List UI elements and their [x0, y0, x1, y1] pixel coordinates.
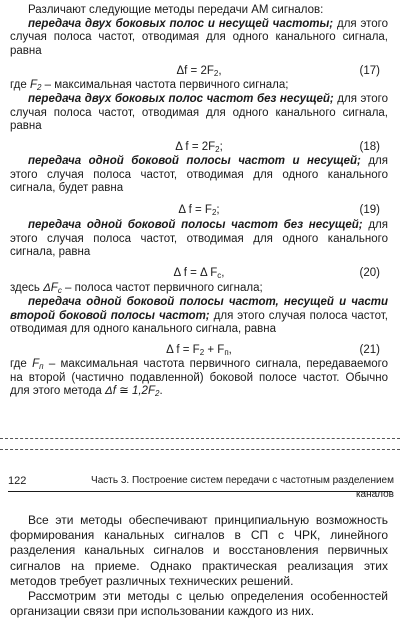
- method-1-where: [10, 79, 388, 93]
- method-2-text: для этого случая полоса частот, отводимая для одного канального сигнала, равна: [10, 93, 388, 133]
- equation-21: [10, 343, 388, 357]
- method-5-text: для этого случая полоса частот, отводимая для одного канального сигнала, равна: [10, 309, 388, 336]
- equation-17: [10, 64, 388, 78]
- where-sub: c: [57, 286, 62, 295]
- equation-20: [10, 266, 388, 280]
- method-4-paragraph: [10, 219, 388, 260]
- page-cut-line-top: [0, 438, 400, 439]
- page-number: 122: [8, 475, 27, 487]
- header-rule: [8, 491, 392, 492]
- equation-19: [10, 203, 388, 217]
- method-5-title: передача одной боковой полосы частот, несущей и части второй боковой полосы частот;: [10, 296, 388, 322]
- method-5-where: [10, 358, 388, 399]
- where-var: ΔF: [43, 282, 58, 294]
- eq18-sub: 2: [215, 145, 220, 154]
- method-1-title: передача двух боковых полос и несущей частоты;: [28, 17, 334, 30]
- body-paragraph-1: Все эти методы обеспечивают принципиальную возможность формирования канальных сигналов в СП с ЧРК, линейного разделения канальных сигналов и восстановления первичных сигналов на приеме. Однако практическая реализация этих методов требует различных технических решений.: [10, 513, 388, 588]
- eq20-lhs: Δ f = Δ F: [173, 267, 218, 279]
- where-formula: Δf ≅ 1,2F: [105, 385, 155, 398]
- where-sub: п: [39, 362, 44, 371]
- intro-text: Различают следующие методы передачи АМ сигналов:: [28, 4, 324, 16]
- where-text: – максимальная частота первичного сигнала;: [41, 79, 289, 91]
- eq17-number: (17): [359, 65, 380, 77]
- eq21-number: (21): [359, 344, 380, 356]
- page-cut-line-bottom: [0, 449, 400, 450]
- method-1-paragraph: [10, 18, 388, 59]
- method-3-paragraph: [10, 155, 388, 196]
- method-3-title: передача одной боковой полосы частот и несущей;: [28, 155, 361, 167]
- where-formula-sub: 2: [154, 389, 160, 399]
- eq19-lhs: Δ f = F: [178, 204, 212, 216]
- where-sub: 2: [37, 83, 42, 92]
- eq20-tail: ,: [221, 267, 225, 279]
- method-3-text: для этого случая полоса частот, отводимая для одного канального сигнала, будет равна: [10, 155, 388, 195]
- method-2-paragraph: [10, 93, 388, 134]
- method-1-text: для этого случая полоса частот, отводимая для одного канального сигнала, равна: [10, 17, 388, 57]
- eq21-mid: + F: [204, 344, 225, 356]
- where-text: – полоса частот первичного сигнала;: [61, 282, 263, 294]
- method-4-where: [10, 282, 388, 296]
- where-prefix: здесь: [10, 282, 44, 294]
- eq20-sub: c: [217, 271, 222, 280]
- method-5-paragraph: [10, 296, 388, 337]
- running-title: Часть 3. Построение систем передачи с частотным разделением каналов: [91, 475, 394, 500]
- eq19-tail: ;: [216, 204, 220, 216]
- eq21-sub: 2: [199, 348, 205, 357]
- where-prefix: где: [10, 79, 30, 91]
- eq19-sub: 2: [211, 208, 217, 217]
- method-4-text: для этого случая полоса частот, отводимая для одного канального сигнала, равна: [10, 219, 388, 259]
- where-prefix: где: [10, 358, 33, 370]
- where-end: .: [159, 385, 163, 398]
- eq21-lhs: Δ f = F: [166, 344, 200, 356]
- eq19-number: (19): [359, 204, 380, 216]
- eq21-sub2: п: [224, 348, 229, 357]
- eq17-sub: 2: [213, 69, 219, 78]
- eq21-tail: ,: [228, 344, 232, 356]
- method-2-title: передача двух боковых полос частот без несущей;: [28, 93, 334, 105]
- method-4-title: передача одной боковой полосы частот без несущей;: [28, 219, 363, 231]
- where-var: F: [29, 79, 38, 91]
- equation-18: [10, 140, 388, 154]
- eq17-tail: ,: [218, 65, 222, 77]
- eq18-lhs: Δ f = 2F: [175, 141, 216, 153]
- eq17-lhs: Δf = 2F: [176, 65, 214, 77]
- eq20-number: (20): [359, 267, 380, 279]
- where-var: F: [32, 358, 40, 370]
- body-paragraph-2: Рассмотрим эти методы с целью определения особенностей организации связи при использовании каждого из них.: [10, 589, 388, 619]
- running-header: [8, 474, 394, 500]
- where-text: – максимальная частота первичного сигнала, передаваемого на второй (частично подавленной) боковой полосе частот. Обычно для этого метода: [10, 358, 389, 398]
- eq18-tail: ;: [219, 141, 223, 153]
- eq18-number: (18): [359, 141, 380, 153]
